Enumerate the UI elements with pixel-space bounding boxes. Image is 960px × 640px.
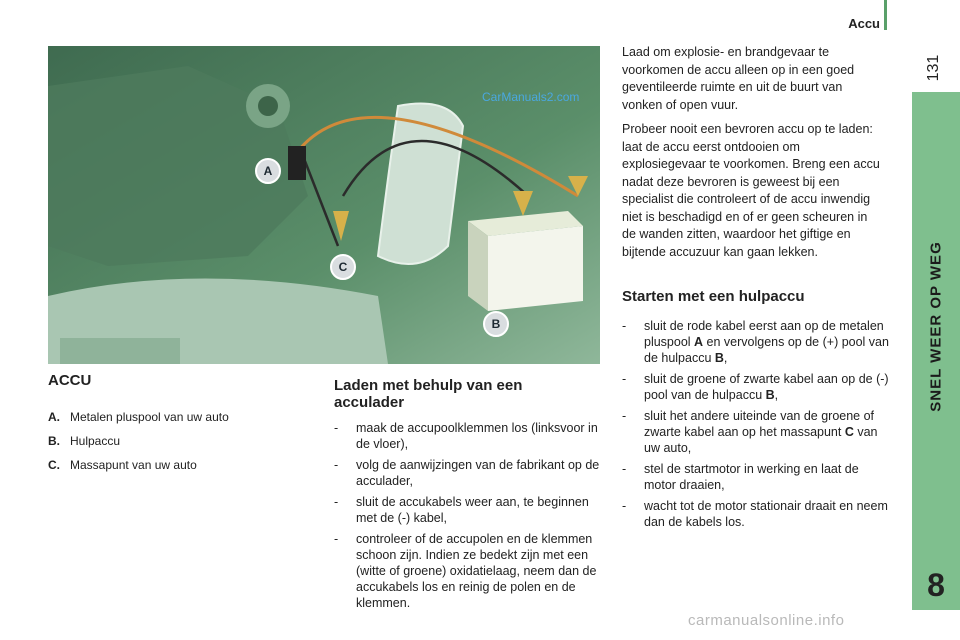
footer-watermark: carmanualsonline.info xyxy=(688,612,845,629)
header-divider xyxy=(884,0,887,30)
legend-key: C. xyxy=(48,458,60,472)
item-text: stel de startmotor in werking en laat de motor draaien, xyxy=(644,462,859,492)
section-heading-charger xyxy=(334,377,594,411)
item-text: sluit de groene of zwarte kabel aan op de (-) pool van de hulpaccu xyxy=(644,372,889,402)
label-b: B xyxy=(491,317,501,331)
legend-text: Metalen pluspool van uw auto xyxy=(70,410,229,424)
item-text: sluit de rode kabel eerst aan op de metalen pluspool xyxy=(644,319,884,349)
list-item: - wacht tot de motor stationair draait en neem dan de kabels los. xyxy=(622,499,888,529)
item-text: , xyxy=(723,351,728,365)
list-item: - controleer of de accupolen en de klemmen schoon zijn. Indien ze bedekt zijn met een (witte of groene) oxidatielaag, neem dan de accukabels los en reinig de polen en de klemmen. xyxy=(334,532,597,610)
heading-line: acculader xyxy=(334,394,405,411)
list-item: - sluit de rode kabel eerst aan op de metalen pluspool A en vervolgens op de (+) pool van de hulpaccu B, xyxy=(622,319,889,365)
legend-item xyxy=(48,410,308,424)
item-text: sluit het andere uiteinde van de groene of zwarte kabel aan op het massapunt xyxy=(644,409,875,439)
list-item: - sluit het andere uiteinde van de groene of zwarte kabel aan op het massapunt C van uw auto, xyxy=(622,409,878,455)
list-item: - volg de aanwijzingen van de fabrikant op de acculader, xyxy=(334,458,600,488)
item-text: volg de aanwijzingen van de fabrikant op de acculader, xyxy=(356,458,600,488)
legend-item xyxy=(48,434,308,448)
photo-watermark: CarManuals2.com xyxy=(482,90,580,104)
jumpstart-steps xyxy=(622,318,890,535)
legend-list xyxy=(48,410,308,482)
list-item: - maak de accupoolklemmen los (linksvoor in de vloer), xyxy=(334,421,598,451)
chapter-title xyxy=(912,92,960,560)
paragraph: Laad om explosie- en brandgevaar te voorkomen de accu alleen op in een goed geventileerde ruimte en uit de buurt van vonken of open vuur. xyxy=(622,45,855,112)
legend-text: Massapunt van uw auto xyxy=(70,458,197,472)
list-item: - sluit de accukabels weer aan, te beginnen met de (-) kabel, xyxy=(334,495,589,525)
legend-text: Hulpaccu xyxy=(70,434,121,448)
chapter-title-text: SNEL WEER OP WEG xyxy=(927,240,945,412)
legend-item xyxy=(48,458,308,472)
section-title: Accu xyxy=(848,16,880,31)
safety-notes xyxy=(622,44,882,268)
section-heading-jumpstart: Starten met een hulpaccu xyxy=(622,288,805,305)
item-text: en vervolgens op de (+) pool van de hulpaccu xyxy=(644,335,889,365)
legend-key: A. xyxy=(48,410,60,424)
item-text: , xyxy=(774,388,779,402)
item-bold: B xyxy=(714,351,724,365)
label-c: C xyxy=(338,260,348,274)
paragraph: Probeer nooit een bevroren accu op te laden: laat de accu eerst ontdooien om explosiegevaar te voorkomen. Breng een accu nadat deze bevroren is geweest bij een specialist die controleert of de accu inwendig niet is beschadigd en of er geen scheuren in de wanden zitten, waardoor het giftige en bijtende accuzuur kan gaan lekken. xyxy=(622,122,880,259)
item-bold: A xyxy=(694,335,704,349)
heading-line: Laden met behulp van een xyxy=(334,377,523,394)
list-item: - stel de startmotor in werking en laat de motor draaien, xyxy=(622,462,859,492)
section-heading-accu: ACCU xyxy=(48,372,92,389)
item-text: sluit de accukabels weer aan, te beginnen met de (-) kabel, xyxy=(356,495,589,525)
item-text: controleer of de accupolen en de klemmen schoon zijn. Indien ze bedekt zijn met een (witte of groene) oxidatielaag, neem dan de accukabels los en reinig de polen en de klemmen. xyxy=(356,532,597,610)
label-a: A xyxy=(263,164,273,178)
list-item: - sluit de groene of zwarte kabel aan op de (-) pool van de hulpaccu B, xyxy=(622,372,889,402)
page-number: 131 xyxy=(925,54,942,82)
legend-key: B. xyxy=(48,434,60,448)
item-text: van uw auto, xyxy=(644,425,878,455)
item-text: wacht tot de motor stationair draait en neem dan de kabels los. xyxy=(644,499,888,529)
item-text: maak de accupoolklemmen los (linksvoor in de vloer), xyxy=(356,421,598,451)
chapter-number: 8 xyxy=(912,560,960,610)
item-bold: B xyxy=(765,388,775,402)
charger-steps xyxy=(334,420,606,616)
item-bold: C xyxy=(844,425,854,439)
